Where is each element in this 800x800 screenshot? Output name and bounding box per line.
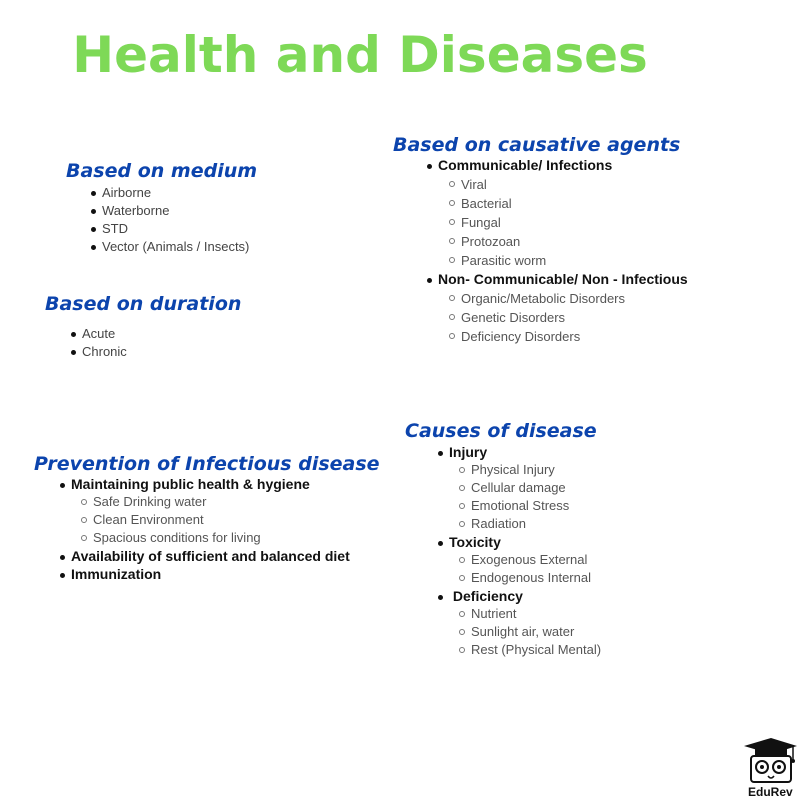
list-item: Sunlight air, water xyxy=(471,623,601,641)
list-item: Deficiency Disorders xyxy=(461,327,688,346)
list-item: Maintaining public health & hygiene xyxy=(71,475,380,493)
list-item: Spacious conditions for living xyxy=(93,529,380,547)
list-item: Waterborne xyxy=(102,202,257,220)
list-item: Exogenous External xyxy=(471,551,601,569)
section-heading-prevention: Prevention of Infectious disease xyxy=(34,453,380,475)
list-item: STD xyxy=(102,220,257,238)
list-item: Bacterial xyxy=(461,194,688,213)
list-item: Chronic xyxy=(82,343,241,361)
section-causative xyxy=(393,134,688,346)
list-item: Nutrient xyxy=(471,605,601,623)
toxicity-sublist xyxy=(449,551,601,587)
noncommunicable-sublist xyxy=(438,289,688,346)
section-prevention xyxy=(34,453,380,583)
list-item: Genetic Disorders xyxy=(461,308,688,327)
list-item: Injury xyxy=(449,443,601,461)
injury-sublist xyxy=(449,461,601,533)
medium-list xyxy=(102,184,257,256)
communicable-sublist xyxy=(438,175,688,270)
section-heading-causes: Causes of disease xyxy=(405,420,597,442)
list-item: Protozoan xyxy=(461,232,688,251)
list-item: Toxicity xyxy=(449,533,601,551)
list-item: Communicable/ Infections xyxy=(438,156,688,175)
section-medium xyxy=(66,160,257,256)
section-heading-duration: Based on duration xyxy=(45,293,242,315)
list-item: Viral xyxy=(461,175,688,194)
list-item: Emotional Stress xyxy=(471,497,601,515)
section-duration xyxy=(45,293,241,361)
list-item: Physical Injury xyxy=(471,461,601,479)
logo-text: EduRev xyxy=(748,785,793,799)
page-title: Health and Diseases xyxy=(72,26,648,84)
prevention-list xyxy=(71,475,380,583)
list-item: Parasitic worm xyxy=(461,251,688,270)
list-item: Fungal xyxy=(461,213,688,232)
list-item: Radiation xyxy=(471,515,601,533)
list-item: Airborne xyxy=(102,184,257,202)
duration-list xyxy=(82,325,241,361)
section-heading-causative: Based on causative agents xyxy=(393,134,681,156)
list-item: Immunization xyxy=(71,565,380,583)
section-causes xyxy=(405,420,601,659)
deficiency-sublist xyxy=(449,605,601,659)
list-item: Cellular damage xyxy=(471,479,601,497)
list-item: Safe Drinking water xyxy=(93,493,380,511)
list-item: Vector (Animals / Insects) xyxy=(102,238,257,256)
hygiene-sublist xyxy=(71,493,380,547)
list-item: Organic/Metabolic Disorders xyxy=(461,289,688,308)
list-item: Acute xyxy=(82,325,241,343)
causes-list xyxy=(449,443,601,659)
list-item: Non- Communicable/ Non - Infectious xyxy=(438,271,688,287)
list-item: Clean Environment xyxy=(93,511,380,529)
list-item: Endogenous Internal xyxy=(471,569,601,587)
section-heading-medium: Based on medium xyxy=(66,160,258,182)
list-item: Deficiency xyxy=(449,587,601,605)
list-item: Rest (Physical Mental) xyxy=(471,642,602,657)
list-item: Availability of sufficient and balanced diet xyxy=(71,547,380,565)
causative-list xyxy=(438,156,688,346)
